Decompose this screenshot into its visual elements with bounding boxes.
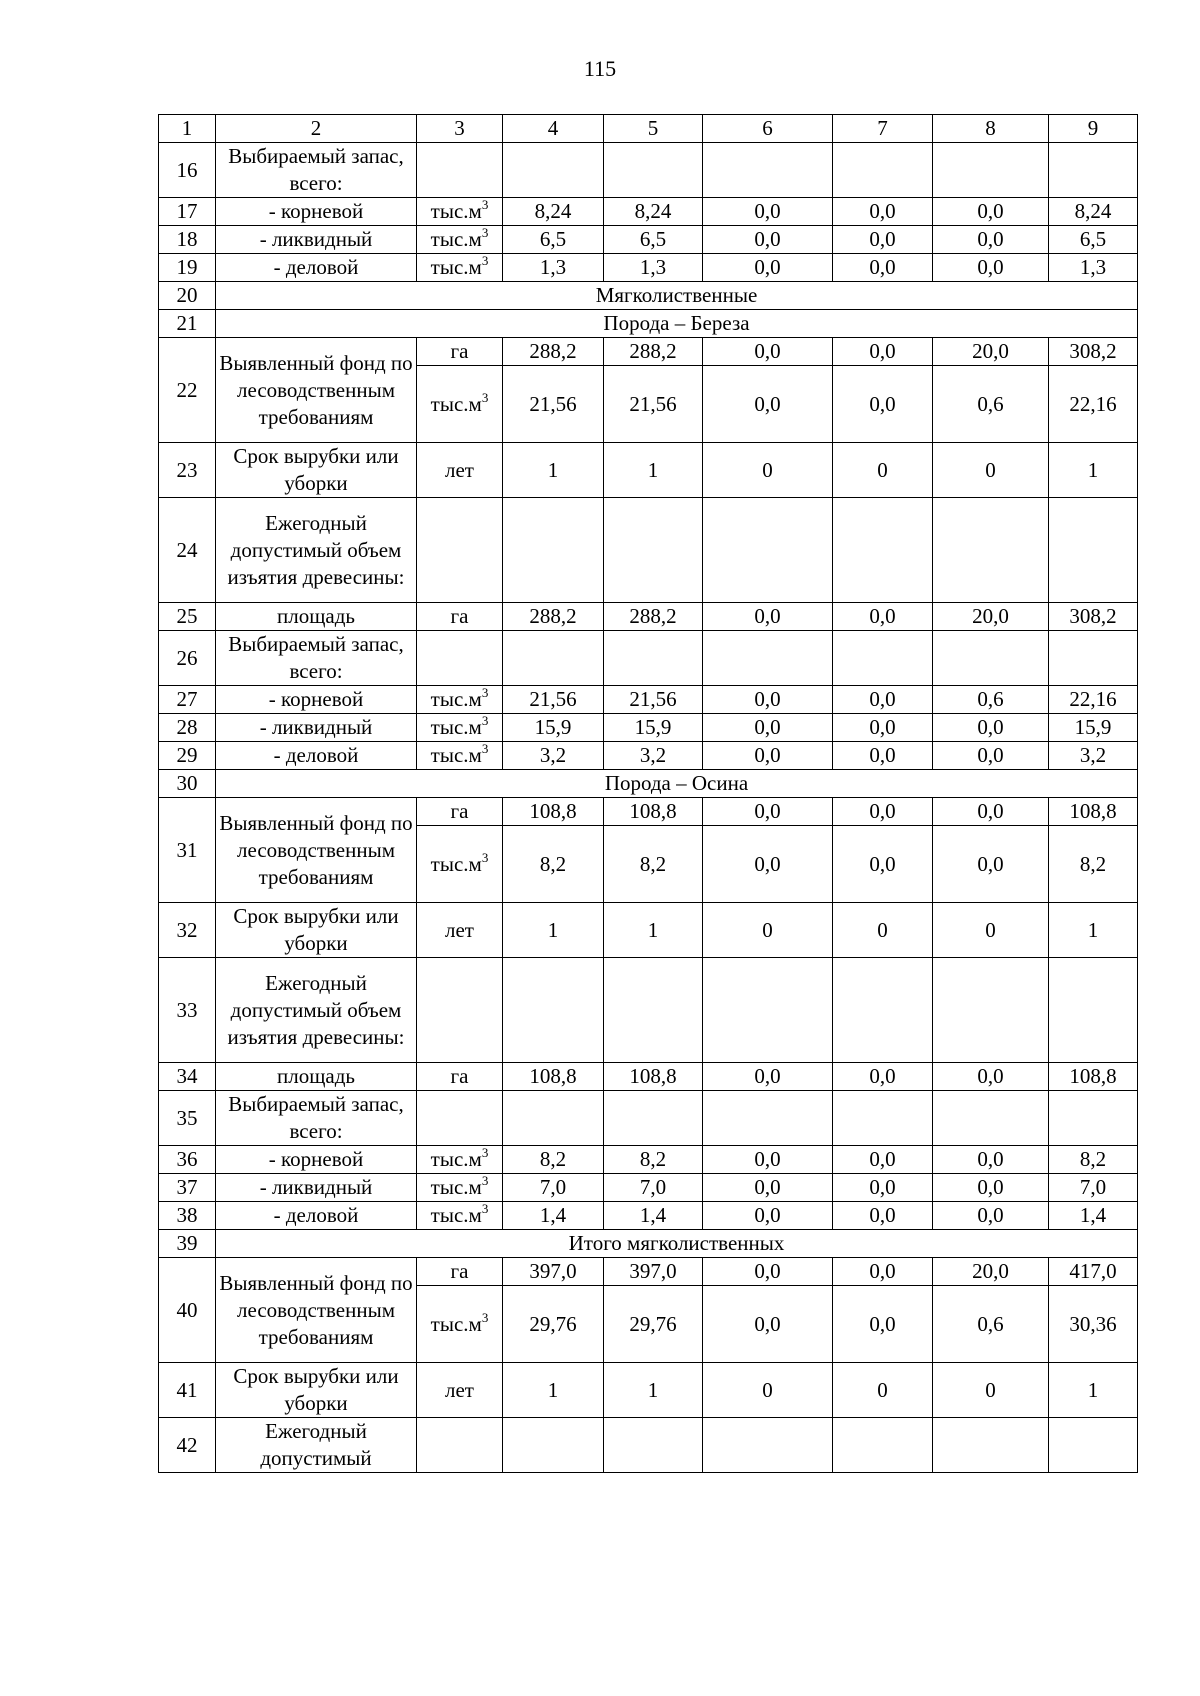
forest-table (158, 114, 1138, 1473)
table-row (159, 1174, 1138, 1202)
value-cell: 0,0 (933, 254, 1049, 282)
table-row (159, 1418, 1138, 1473)
row-number: 21 (159, 310, 216, 338)
value-cell: 8,2 (503, 1146, 604, 1174)
value-cell: 0,0 (833, 1202, 933, 1230)
value-cell: 21,56 (604, 366, 703, 443)
empty-cell (1049, 958, 1138, 1063)
row-label: - ликвидный (216, 1174, 417, 1202)
row-number: 34 (159, 1063, 216, 1091)
value-cell: 0,0 (933, 1202, 1049, 1230)
row-number: 20 (159, 282, 216, 310)
row-number: 30 (159, 770, 216, 798)
row-label: Ежегодный допустимый объем изъятия древесины: (216, 958, 417, 1063)
empty-cell (417, 143, 503, 198)
value-cell: 0,0 (933, 826, 1049, 903)
row-label: Выявленный фонд по лесоводственным требованиям (216, 338, 417, 443)
unit-cell: лет (417, 443, 503, 498)
row-label: - корневой (216, 1146, 417, 1174)
value-cell: 0,0 (703, 366, 833, 443)
value-cell: 0,0 (833, 1146, 933, 1174)
value-cell: 8,2 (1049, 1146, 1138, 1174)
row-label: Срок вырубки или уборки (216, 903, 417, 958)
row-number: 40 (159, 1258, 216, 1363)
value-cell: 0,0 (703, 1202, 833, 1230)
section-title: Итого мягколиственных (216, 1230, 1138, 1258)
row-label: - деловой (216, 1202, 417, 1230)
empty-cell (604, 1091, 703, 1146)
value-cell: 0,6 (933, 366, 1049, 443)
header-cell: 2 (216, 115, 417, 143)
empty-cell (503, 631, 604, 686)
unit-cell: $тыс.м^3$ (417, 714, 503, 742)
row-number: 36 (159, 1146, 216, 1174)
value-cell: 0,0 (933, 798, 1049, 826)
unit-cell: га (417, 603, 503, 631)
empty-cell (604, 958, 703, 1063)
value-cell: 0,0 (833, 1258, 933, 1286)
value-cell: 0,0 (703, 826, 833, 903)
value-cell: 0,0 (833, 714, 933, 742)
value-cell: 0,0 (933, 198, 1049, 226)
value-cell: 1,3 (1049, 254, 1138, 282)
value-cell: 21,56 (604, 686, 703, 714)
row-label: - ликвидный (216, 226, 417, 254)
empty-cell (503, 498, 604, 603)
row-number: 17 (159, 198, 216, 226)
unit-cell: $тыс.м^3$ (417, 1174, 503, 1202)
row-label: Ежегодный допустимый (216, 1418, 417, 1473)
empty-cell (1049, 1418, 1138, 1473)
value-cell: 21,56 (503, 686, 604, 714)
section-row (159, 770, 1138, 798)
value-cell: 108,8 (604, 798, 703, 826)
value-cell: 0,0 (833, 198, 933, 226)
value-cell: 29,76 (503, 1286, 604, 1363)
value-cell: 108,8 (604, 1063, 703, 1091)
row-label: - деловой (216, 254, 417, 282)
value-cell: 8,2 (604, 826, 703, 903)
value-cell: 15,9 (1049, 714, 1138, 742)
row-number: 37 (159, 1174, 216, 1202)
unit-cell: $тыс.м^3$ (417, 198, 503, 226)
empty-cell (417, 498, 503, 603)
empty-cell (703, 631, 833, 686)
value-cell: 0,0 (933, 1174, 1049, 1202)
row-label: - корневой (216, 198, 417, 226)
value-cell: 8,2 (604, 1146, 703, 1174)
empty-cell (833, 498, 933, 603)
row-label: - ликвидный (216, 714, 417, 742)
value-cell: 0,0 (703, 1258, 833, 1286)
value-cell: 0,0 (703, 742, 833, 770)
empty-cell (703, 1091, 833, 1146)
header-cell: 6 (703, 115, 833, 143)
empty-cell (703, 958, 833, 1063)
header-cell: 8 (933, 115, 1049, 143)
table-row (159, 903, 1138, 958)
value-cell: 1,3 (503, 254, 604, 282)
row-number: 22 (159, 338, 216, 443)
value-cell: 288,2 (503, 603, 604, 631)
unit-cell: $тыс.м^3$ (417, 1146, 503, 1174)
empty-cell (604, 1418, 703, 1473)
value-cell: 0 (833, 443, 933, 498)
empty-cell (833, 143, 933, 198)
table-row (159, 714, 1138, 742)
row-label: Срок вырубки или уборки (216, 1363, 417, 1418)
value-cell: 7,0 (604, 1174, 703, 1202)
value-cell: 0,0 (833, 1286, 933, 1363)
value-cell: 0 (833, 903, 933, 958)
table-row (159, 958, 1138, 1063)
value-cell: 0,0 (703, 686, 833, 714)
value-cell: 0,0 (833, 366, 933, 443)
unit-cell: $тыс.м^3$ (417, 366, 503, 443)
value-cell: 3,2 (604, 742, 703, 770)
row-label: Выбираемый запас, всего: (216, 1091, 417, 1146)
row-label: - корневой (216, 686, 417, 714)
value-cell: 0,0 (833, 826, 933, 903)
value-cell: 0 (933, 443, 1049, 498)
value-cell: 0,0 (703, 198, 833, 226)
empty-cell (1049, 631, 1138, 686)
value-cell: 1 (604, 903, 703, 958)
table-row (159, 603, 1138, 631)
value-cell: 288,2 (604, 338, 703, 366)
empty-cell (933, 498, 1049, 603)
unit-cell: $тыс.м^3$ (417, 686, 503, 714)
empty-cell (933, 958, 1049, 1063)
header-cell: 5 (604, 115, 703, 143)
empty-cell (703, 1418, 833, 1473)
unit-cell: лет (417, 1363, 503, 1418)
section-title: Мягколиственные (216, 282, 1138, 310)
empty-cell (604, 631, 703, 686)
table-row (159, 1363, 1138, 1418)
empty-cell (1049, 143, 1138, 198)
empty-cell (933, 631, 1049, 686)
value-cell: 0,0 (833, 798, 933, 826)
value-cell: 8,2 (503, 826, 604, 903)
row-number: 24 (159, 498, 216, 603)
row-number: 41 (159, 1363, 216, 1418)
unit-cell: $тыс.м^3$ (417, 254, 503, 282)
empty-cell (833, 631, 933, 686)
row-number: 32 (159, 903, 216, 958)
section-title: Порода – Береза (216, 310, 1138, 338)
value-cell: 1,4 (503, 1202, 604, 1230)
empty-cell (417, 631, 503, 686)
row-number: 33 (159, 958, 216, 1063)
row-label: Выбираемый запас, всего: (216, 631, 417, 686)
row-label: площадь (216, 603, 417, 631)
header-cell: 9 (1049, 115, 1138, 143)
value-cell: 1,4 (1049, 1202, 1138, 1230)
value-cell: 0,6 (933, 1286, 1049, 1363)
value-cell: 0,0 (833, 1063, 933, 1091)
value-cell: 0,0 (703, 226, 833, 254)
value-cell: 0,0 (833, 226, 933, 254)
value-cell: 0,0 (703, 1063, 833, 1091)
table-row (159, 226, 1138, 254)
value-cell: 1 (503, 903, 604, 958)
page-number: 115 (583, 56, 617, 81)
empty-cell (503, 1091, 604, 1146)
value-cell: 0 (703, 443, 833, 498)
header-cell: 7 (833, 115, 933, 143)
row-number: 29 (159, 742, 216, 770)
value-cell: 0,0 (933, 742, 1049, 770)
value-cell: 108,8 (503, 1063, 604, 1091)
value-cell: 1 (1049, 443, 1138, 498)
value-cell: 0,0 (833, 1174, 933, 1202)
table-row (159, 1202, 1138, 1230)
value-cell: 397,0 (503, 1258, 604, 1286)
value-cell: 0,0 (933, 1146, 1049, 1174)
header-cell: 3 (417, 115, 503, 143)
value-cell: 0,0 (703, 603, 833, 631)
value-cell: 397,0 (604, 1258, 703, 1286)
empty-cell (833, 1418, 933, 1473)
row-label: Выявленный фонд по лесоводственным требованиям (216, 1258, 417, 1363)
value-cell: 0 (703, 1363, 833, 1418)
row-number: 16 (159, 143, 216, 198)
value-cell: 108,8 (1049, 1063, 1138, 1091)
unit-cell: $тыс.м^3$ (417, 742, 503, 770)
row-number: 19 (159, 254, 216, 282)
value-cell: 108,8 (503, 798, 604, 826)
row-number: 31 (159, 798, 216, 903)
value-cell: 0,0 (833, 603, 933, 631)
row-label: - деловой (216, 742, 417, 770)
value-cell: 0,0 (703, 798, 833, 826)
value-cell: 1,3 (604, 254, 703, 282)
value-cell: 0,0 (833, 254, 933, 282)
row-number: 27 (159, 686, 216, 714)
value-cell: 8,24 (604, 198, 703, 226)
value-cell: 0,0 (703, 714, 833, 742)
value-cell: 0,0 (933, 714, 1049, 742)
unit-cell: га (417, 1063, 503, 1091)
row-label: Выявленный фонд по лесоводственным требованиям (216, 798, 417, 903)
value-cell: 6,5 (503, 226, 604, 254)
value-cell: 288,2 (604, 603, 703, 631)
empty-cell (604, 498, 703, 603)
value-cell: 0 (833, 1363, 933, 1418)
value-cell: 21,56 (503, 366, 604, 443)
value-cell: 0,0 (703, 1146, 833, 1174)
value-cell: 0,0 (703, 338, 833, 366)
unit-cell: $тыс.м^3$ (417, 1286, 503, 1363)
section-row (159, 282, 1138, 310)
value-cell: 7,0 (503, 1174, 604, 1202)
row-number: 25 (159, 603, 216, 631)
empty-cell (417, 1418, 503, 1473)
empty-cell (833, 958, 933, 1063)
value-cell: 20,0 (933, 1258, 1049, 1286)
value-cell: 1 (604, 1363, 703, 1418)
empty-cell (604, 143, 703, 198)
value-cell: 20,0 (933, 603, 1049, 631)
value-cell: 0 (703, 903, 833, 958)
empty-cell (1049, 1091, 1138, 1146)
value-cell: 6,5 (1049, 226, 1138, 254)
empty-cell (503, 958, 604, 1063)
section-row (159, 310, 1138, 338)
value-cell: 0,0 (703, 1174, 833, 1202)
header-cell: 1 (159, 115, 216, 143)
value-cell: 0,0 (703, 1286, 833, 1363)
table-row (159, 798, 1138, 826)
value-cell: 6,5 (604, 226, 703, 254)
table-row (159, 254, 1138, 282)
row-label: Срок вырубки или уборки (216, 443, 417, 498)
unit-cell: $тыс.м^3$ (417, 226, 503, 254)
table-row (159, 143, 1138, 198)
section-title: Порода – Осина (216, 770, 1138, 798)
value-cell: 0,0 (703, 254, 833, 282)
table-row (159, 1258, 1138, 1286)
table-row (159, 1063, 1138, 1091)
table-row (159, 338, 1138, 366)
table-row (159, 686, 1138, 714)
row-number: 18 (159, 226, 216, 254)
empty-cell (1049, 498, 1138, 603)
empty-cell (503, 143, 604, 198)
value-cell: 29,76 (604, 1286, 703, 1363)
header-row (159, 115, 1138, 143)
value-cell: 8,2 (1049, 826, 1138, 903)
value-cell: 1 (1049, 1363, 1138, 1418)
row-number: 39 (159, 1230, 216, 1258)
table-row (159, 1146, 1138, 1174)
empty-cell (417, 1091, 503, 1146)
value-cell: 0 (933, 1363, 1049, 1418)
table-row (159, 631, 1138, 686)
value-cell: 308,2 (1049, 338, 1138, 366)
empty-cell (933, 1418, 1049, 1473)
unit-cell: га (417, 338, 503, 366)
row-number: 42 (159, 1418, 216, 1473)
value-cell: 288,2 (503, 338, 604, 366)
value-cell: 417,0 (1049, 1258, 1138, 1286)
value-cell: 0,0 (833, 742, 933, 770)
unit-cell: га (417, 798, 503, 826)
value-cell: 308,2 (1049, 603, 1138, 631)
unit-cell: $тыс.м^3$ (417, 826, 503, 903)
value-cell: 20,0 (933, 338, 1049, 366)
row-number: 26 (159, 631, 216, 686)
table-row (159, 742, 1138, 770)
empty-cell (417, 958, 503, 1063)
value-cell: 0,0 (833, 338, 933, 366)
empty-cell (833, 1091, 933, 1146)
table-row (159, 1091, 1138, 1146)
table-row (159, 498, 1138, 603)
value-cell: 15,9 (604, 714, 703, 742)
row-number: 23 (159, 443, 216, 498)
row-label: Ежегодный допустимый объем изъятия древесины: (216, 498, 417, 603)
value-cell: 1 (503, 1363, 604, 1418)
value-cell: 30,36 (1049, 1286, 1138, 1363)
value-cell: 0,6 (933, 686, 1049, 714)
value-cell: 0,0 (833, 686, 933, 714)
row-label: площадь (216, 1063, 417, 1091)
value-cell: 8,24 (1049, 198, 1138, 226)
row-number: 35 (159, 1091, 216, 1146)
value-cell: 22,16 (1049, 686, 1138, 714)
value-cell: 3,2 (503, 742, 604, 770)
value-cell: 0,0 (933, 226, 1049, 254)
empty-cell (933, 143, 1049, 198)
empty-cell (933, 1091, 1049, 1146)
value-cell: 15,9 (503, 714, 604, 742)
unit-cell: $тыс.м^3$ (417, 1202, 503, 1230)
row-number: 28 (159, 714, 216, 742)
value-cell: 1 (503, 443, 604, 498)
unit-cell: га (417, 1258, 503, 1286)
value-cell: 108,8 (1049, 798, 1138, 826)
value-cell: 1,4 (604, 1202, 703, 1230)
header-cell: 4 (503, 115, 604, 143)
row-label: Выбираемый запас, всего: (216, 143, 417, 198)
value-cell: 7,0 (1049, 1174, 1138, 1202)
table-row (159, 198, 1138, 226)
value-cell: 0,0 (933, 1063, 1049, 1091)
empty-cell (503, 1418, 604, 1473)
value-cell: 22,16 (1049, 366, 1138, 443)
empty-cell (703, 498, 833, 603)
unit-cell: лет (417, 903, 503, 958)
value-cell: 3,2 (1049, 742, 1138, 770)
empty-cell (703, 143, 833, 198)
value-cell: 1 (1049, 903, 1138, 958)
table-row (159, 443, 1138, 498)
value-cell: 8,24 (503, 198, 604, 226)
value-cell: 1 (604, 443, 703, 498)
row-number: 38 (159, 1202, 216, 1230)
section-row (159, 1230, 1138, 1258)
value-cell: 0 (933, 903, 1049, 958)
